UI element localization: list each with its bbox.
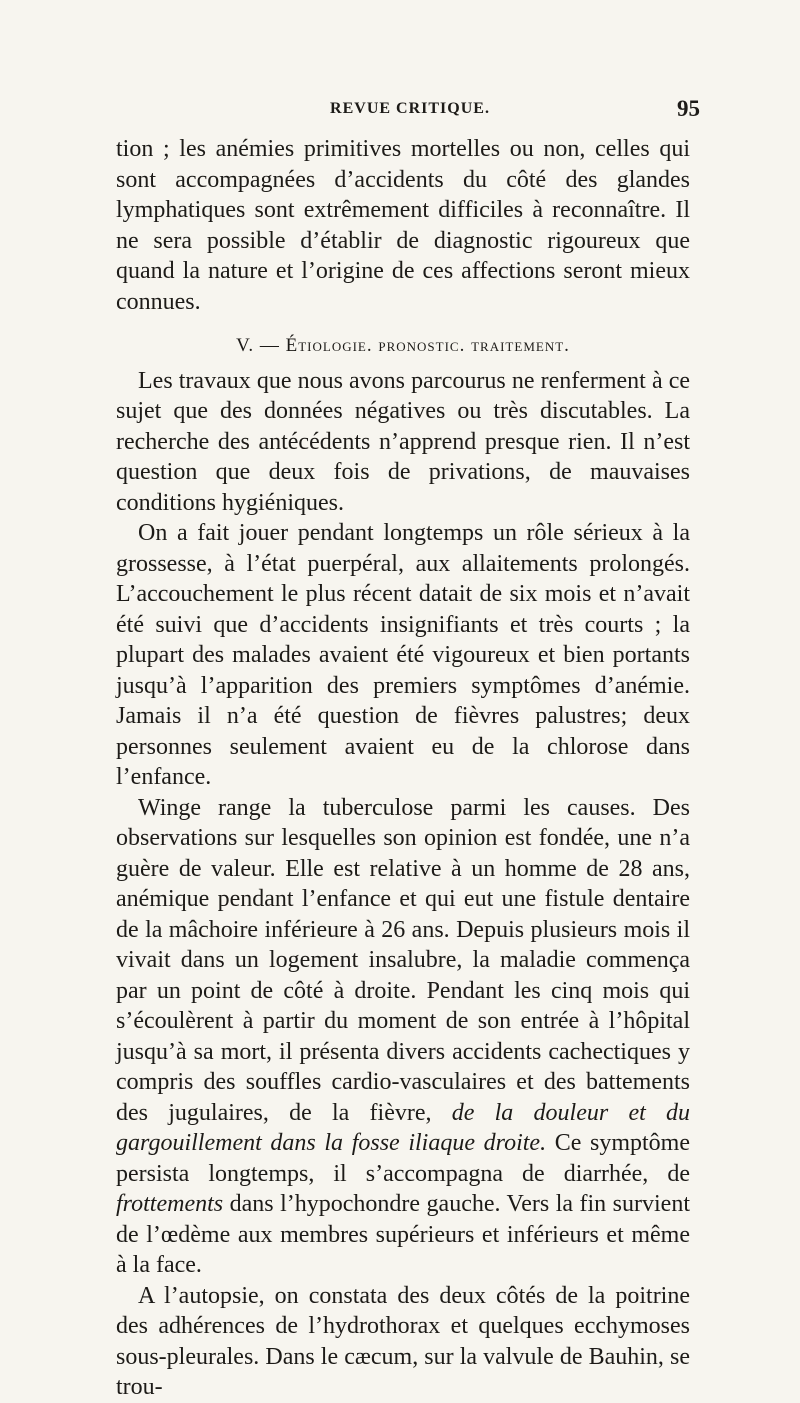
paragraph-winge	[116, 793, 690, 1281]
winge-italic-b: frottements	[116, 1191, 224, 1217]
body-text	[116, 134, 690, 1403]
paragraph-continuation: tion ; les anémies primitives mortelles ou non, celles qui sont accompagnées d’accidents du côté des glandes lymphatiques sont extrêmement difficiles à reconnaître. Il ne sera possible d’établir de diagnostic rigoureux que quand la nature et l’origine de ces affections seront mieux connues.	[116, 136, 690, 315]
winge-italic-a: de la douleur et du gargouillement dans la fosse iliaque droite.	[116, 1099, 690, 1156]
paragraph-travaux: Les travaux que nous avons parcourus ne renferment à ce sujet que des données négatives ou très discutables. La recherche des antécédents n’apprend presque rien. Il n’est question que deux fois de privations, de mauvaises conditions hygiéniques.	[116, 367, 690, 516]
paragraph-autopsie: A l’autopsie, on constata des deux côtés de la poitrine des adhérences de l’hydrothorax et quelques ecchymoses sous-pleurales. Dans le cæcum, sur la valvule de Bauhin, se trou-	[116, 1282, 690, 1400]
running-head	[116, 96, 704, 126]
section-heading	[116, 331, 690, 362]
winge-text-c: dans l’hypochondre gauche. Vers la fin survient de l’œdème aux membres supérieurs et inférieurs et même à la face.	[116, 1191, 690, 1278]
running-title: REVUE CRITIQUE.	[330, 100, 490, 117]
winge-text-b: Ce symptôme persista longtemps, il s’accompagna de diarrhée, de	[116, 1130, 690, 1187]
winge-text-a: Winge range la tuberculose parmi les causes. Des observations sur lesquelles son opinion est fondée, une n’a guère de valeur. Elle est relative à un homme de 28 ans, anémique pendant l’enfance et qui eut une fistule dentaire de la mâchoire inférieure à 26 ans. Depuis plusieurs mois il vivait dans un logement insalubre, la maladie commença par un point de côté à droite. Pendant les cinq mois qui s’écoulèrent à partir du moment de son entrée à l’hôpital jusqu’à sa mort, il présenta divers accidents cachectiques y compris des souffles cardio-vasculaires et des battements des jugulaires, de la fièvre,	[116, 794, 690, 1126]
section-heading-text: V. — Étiologie. pronostic. traitement.	[236, 335, 570, 356]
page-number: 95	[677, 96, 700, 121]
paragraph-grossesse: On a fait jouer pendant longtemps un rôle sérieux à la grossesse, à l’état puerpéral, aux allaitements prolongés. L’accouchement le plus récent datait de six mois et n’avait été suivi que d’accidents insignifiants et très courts ; la plupart des malades avaient été vigoureux et bien portants jusqu’à l’apparition des premiers symptômes d’anémie. Jamais il n’a été question de fièvres palustres; deux personnes seulement avaient eu de la chlorose dans l’enfance.	[116, 520, 690, 790]
